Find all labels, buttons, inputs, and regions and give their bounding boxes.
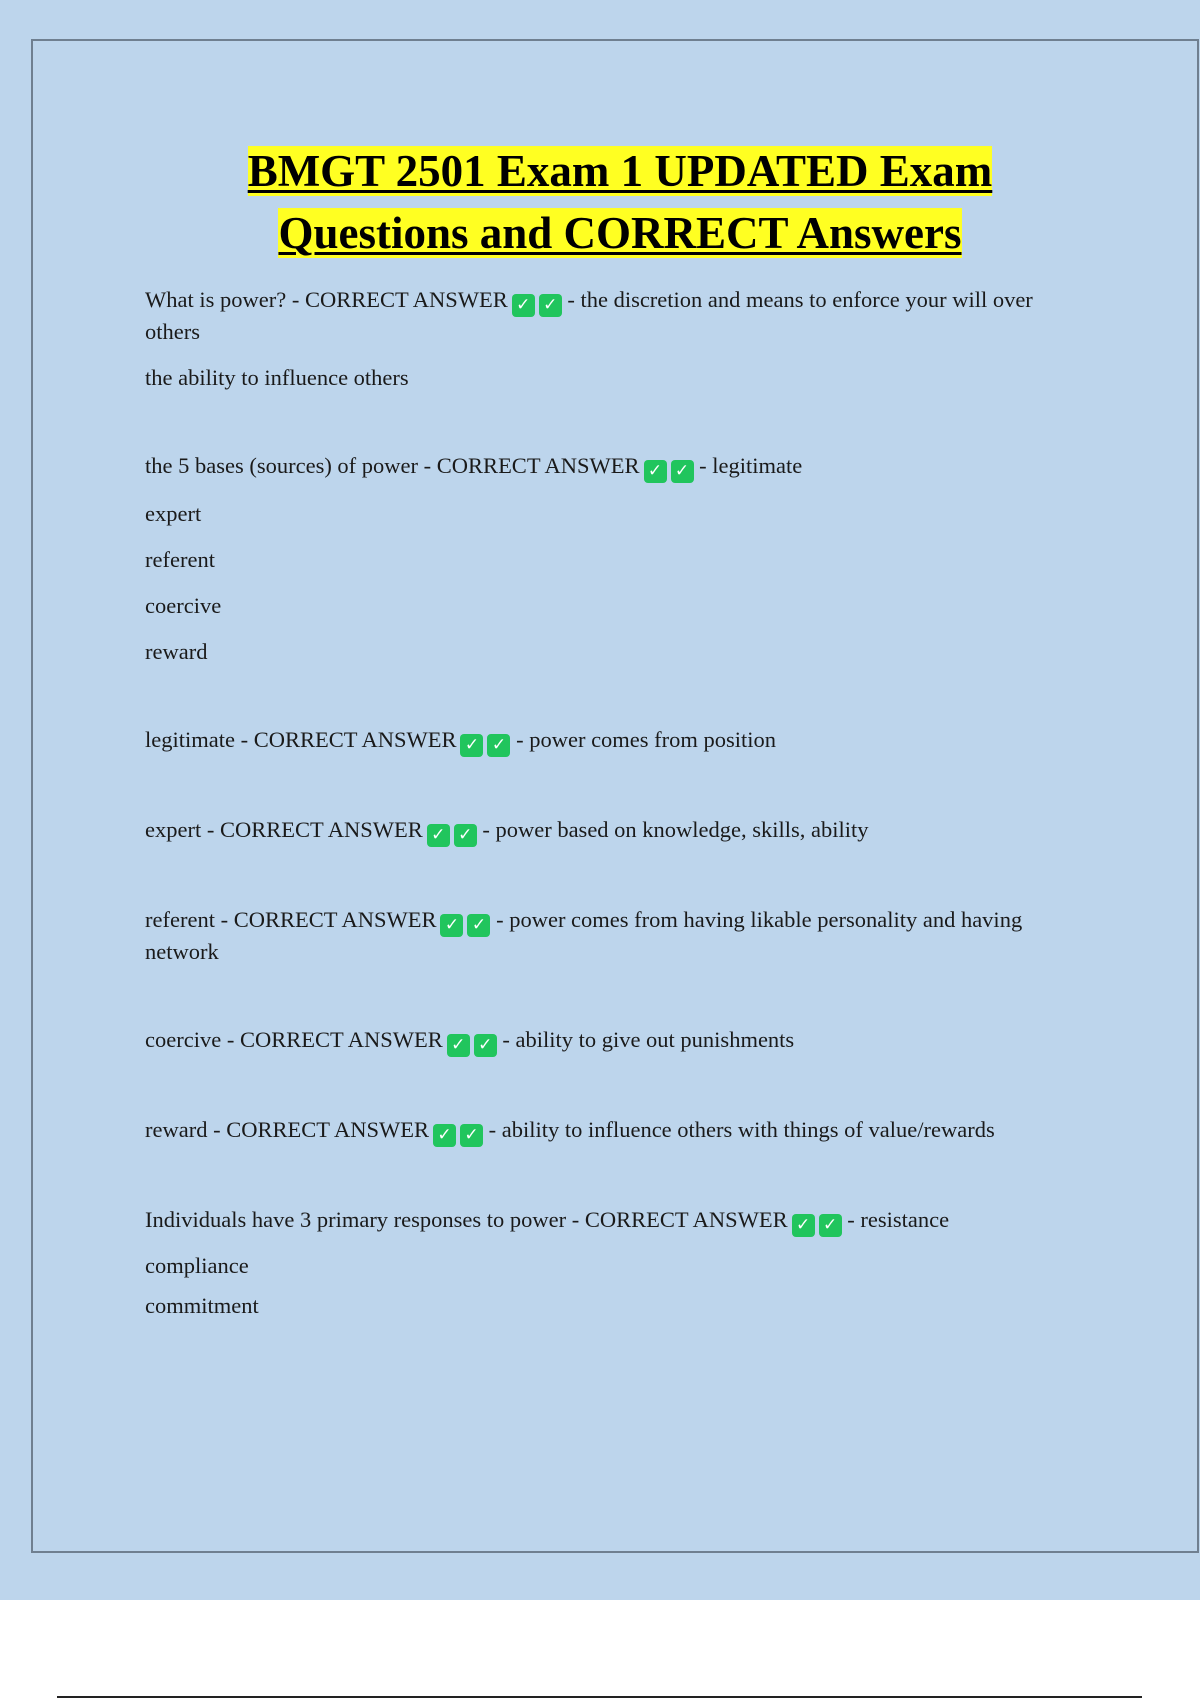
- answer-marker: CORRECT ANSWER: [304, 287, 508, 312]
- check-square-icon: ✓: [792, 1214, 815, 1237]
- answer-text: power comes from position: [529, 727, 777, 752]
- qa-item: [145, 451, 1065, 667]
- document-title: [80, 140, 1160, 264]
- answer-marker: CORRECT ANSWER: [233, 907, 437, 932]
- question-text: legitimate: [145, 727, 235, 752]
- check-square-icon: ✓: [440, 914, 463, 937]
- answer-marker: CORRECT ANSWER: [584, 1207, 788, 1232]
- question-text: the 5 bases (sources) of power: [145, 453, 419, 478]
- title-line-1: BMGT 2501 Exam 1 UPDATED Exam: [247, 146, 993, 196]
- answer-marker: CORRECT ANSWER: [436, 453, 640, 478]
- qa-line: expert - CORRECT ANSWER ✓ ✓ - power based on knowledge, skills, ability: [145, 817, 869, 845]
- check-square-icon: ✓: [539, 294, 562, 317]
- answer-text: legitimate: [712, 453, 803, 478]
- qa-item: [145, 1025, 1065, 1057]
- answer-extra-line: commitment: [145, 1293, 259, 1318]
- check-square-icon: ✓: [427, 824, 450, 847]
- qa-line: the 5 bases (sources) of power - CORRECT ANSWER ✓ ✓ - legitimate: [145, 453, 803, 481]
- check-square-icon: ✓: [644, 460, 667, 483]
- check-square-icon: ✓: [512, 294, 535, 317]
- answer-marker: CORRECT ANSWER: [219, 817, 423, 842]
- check-square-icon: ✓: [460, 734, 483, 757]
- answer-extra-line: referent: [145, 547, 215, 572]
- answer-extra-line: reward: [145, 639, 208, 664]
- qa-list: [145, 285, 1065, 1321]
- check-square-icon: ✓: [819, 1214, 842, 1237]
- answer-text: power comes from having likable personality and having network: [145, 907, 1023, 964]
- answer-extra-line: compliance: [145, 1253, 249, 1278]
- qa-item: [145, 1205, 1065, 1321]
- qa-line: Individuals have 3 primary responses to power - CORRECT ANSWER ✓ ✓ - resistance: [145, 1207, 950, 1235]
- qa-line: What is power? - CORRECT ANSWER ✓ ✓ - the discretion and means to enforce your will over others: [145, 287, 1033, 344]
- answer-text: the discretion and means to enforce your will over others: [145, 287, 1033, 344]
- footer-rule: [57, 1696, 1142, 1698]
- check-square-icon: ✓: [474, 1034, 497, 1057]
- answer-text: ability to give out punishments: [515, 1027, 795, 1052]
- check-square-icon: ✓: [487, 734, 510, 757]
- title-line-2: Questions and CORRECT Answers: [278, 208, 962, 258]
- answer-text: ability to influence others with things of value/rewards: [501, 1117, 995, 1142]
- question-text: expert: [145, 817, 202, 842]
- question-text: reward: [145, 1117, 208, 1142]
- qa-item: [145, 285, 1065, 393]
- answer-text: resistance: [860, 1207, 950, 1232]
- question-text: coercive: [145, 1027, 222, 1052]
- qa-line: coercive - CORRECT ANSWER ✓ ✓ - ability to give out punishments: [145, 1027, 795, 1055]
- qa-item: [145, 725, 1065, 757]
- qa-item: [145, 1115, 1065, 1147]
- answer-extra-line: expert: [145, 501, 202, 526]
- question-text: Individuals have 3 primary responses to power: [145, 1207, 567, 1232]
- question-text: What is power?: [145, 287, 287, 312]
- check-square-icon: ✓: [671, 460, 694, 483]
- answer-extra-line: coercive: [145, 593, 222, 618]
- answer-marker: CORRECT ANSWER: [239, 1027, 443, 1052]
- qa-line: referent - CORRECT ANSWER ✓ ✓ - power comes from having likable personality and having network: [145, 907, 1023, 964]
- check-square-icon: ✓: [460, 1124, 483, 1147]
- answer-extra-line: the ability to influence others: [145, 365, 409, 390]
- question-text: referent: [145, 907, 215, 932]
- answer-marker: CORRECT ANSWER: [253, 727, 457, 752]
- check-square-icon: ✓: [433, 1124, 456, 1147]
- check-square-icon: ✓: [454, 824, 477, 847]
- answer-marker: CORRECT ANSWER: [226, 1117, 429, 1142]
- qa-line: legitimate - CORRECT ANSWER ✓ ✓ - power comes from position: [145, 727, 777, 755]
- answer-text: power based on knowledge, skills, ability: [495, 817, 869, 842]
- qa-item: [145, 905, 1065, 967]
- check-square-icon: ✓: [467, 914, 490, 937]
- qa-item: [145, 815, 1065, 847]
- qa-line: reward - CORRECT ANSWER ✓ ✓ - ability to influence others with things of value/rewards: [145, 1117, 995, 1145]
- check-square-icon: ✓: [447, 1034, 470, 1057]
